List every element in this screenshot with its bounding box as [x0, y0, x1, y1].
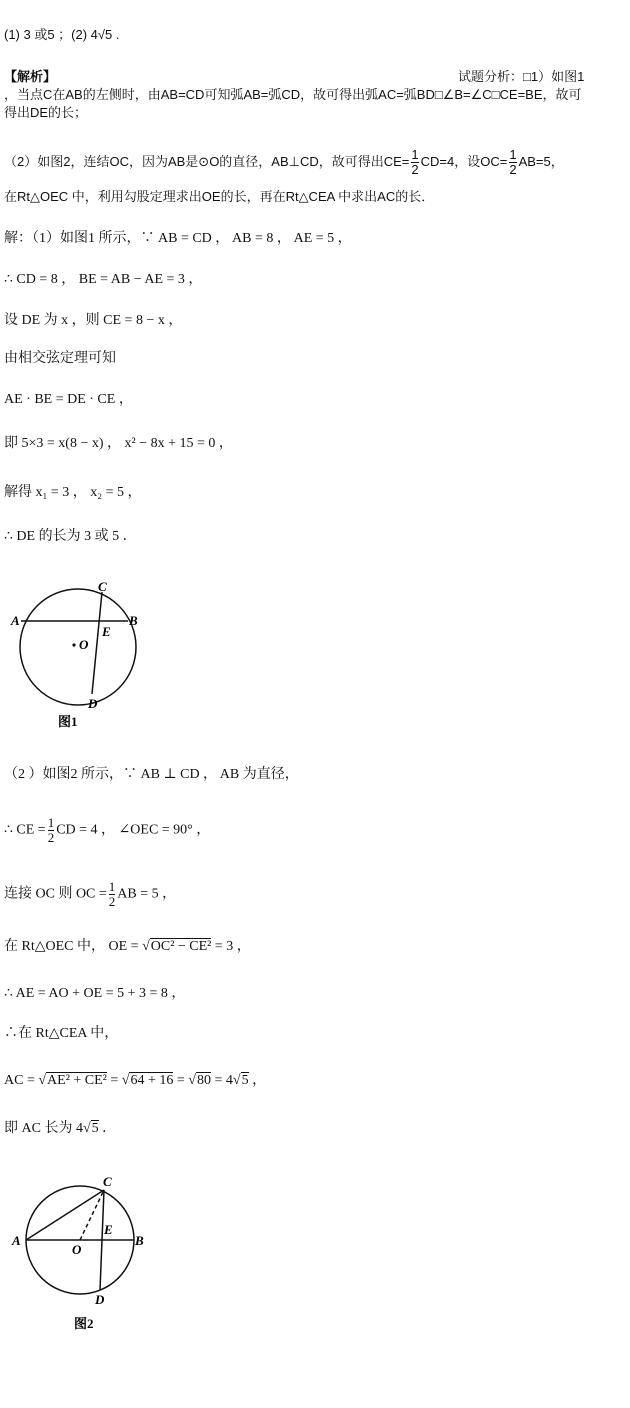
- fig2-label-c: C: [103, 1174, 112, 1189]
- fig1-label-b: B: [129, 613, 138, 628]
- fig1-center-dot: [72, 643, 75, 646]
- figure-1: [8, 575, 148, 735]
- solution2-line-8: 即 AC 长为 4√5 ．: [4, 1121, 117, 1136]
- radicand: 5: [91, 1121, 99, 1136]
- analysis-part1-line2: 得出DE的长；: [4, 105, 88, 120]
- fraction-numerator: 1: [108, 879, 116, 894]
- fraction-denominator: 2: [509, 162, 517, 177]
- solution-line-3: 设 DE 为 x ，则 CE = 8 − x ，: [4, 313, 183, 328]
- solution2-text: ．: [102, 1121, 117, 1136]
- fraction-half: [509, 148, 516, 177]
- fig1-label-e: E: [102, 624, 111, 639]
- solution2-line-7: AC = √AE² + CE² = √64 + 16 = √80 = 4√5 ，: [4, 1073, 267, 1088]
- fig1-caption: 图1: [58, 714, 78, 729]
- fig1-label-o: O: [79, 637, 89, 652]
- fraction-numerator: 1: [411, 147, 419, 162]
- solution2-text: =: [110, 1073, 119, 1088]
- fraction-denominator: 2: [108, 894, 116, 909]
- fig1-label-d: D: [88, 696, 98, 711]
- analysis-part2-tail: CD=4，设OC=: [420, 153, 508, 169]
- fig1-circle: [20, 589, 136, 705]
- radicand: OC² − CE²: [150, 939, 212, 954]
- fig2-label-o: O: [72, 1242, 82, 1257]
- solution-line-5: AE · BE = DE · CE ，: [4, 392, 133, 407]
- analysis-part1-line1: ，当点C在AB的左侧时，由AB=CD可知弧AB=弧CD，故可得出弧AC=弧BD□∠B=∠C□CE=BE，故可: [4, 87, 582, 102]
- analysis-part2-tail2: AB=5，: [518, 153, 564, 169]
- solution-line-4: 由相交弦定理可知: [4, 351, 116, 366]
- radicand: 64 + 16: [130, 1073, 174, 1088]
- analysis-part2-line1: [4, 148, 564, 177]
- radicand: AE² + CE²: [47, 1073, 107, 1088]
- solution2-text: AC =: [4, 1073, 35, 1088]
- fraction-numerator: 1: [509, 147, 517, 162]
- solution2-line-4: 在 Rt△OEC 中， OE = √OC² − CE² = 3 ，: [4, 939, 251, 954]
- solution-line-6: 即 5×3 = x(8 − x) ， x² − 8x + 15 = 0 ，: [4, 436, 233, 451]
- solution2-line-2: [4, 816, 210, 845]
- solution2-line-1: （2 ）如图2 所示，∵ AB ⊥ CD ， AB 为直径，: [4, 767, 299, 782]
- analysis-part2-line2: 在Rt△OEC 中，利用勾股定理求出OE的长，再在Rt△CEA 中求出AC的长．: [4, 189, 435, 204]
- analysis-part2-text: （2）如图2，连结OC，因为AB是⊙O的直径，AB⊥CD，故可得出CE=: [4, 153, 410, 169]
- solution2-line-6: ∴在 Rt△CEA 中，: [4, 1026, 119, 1041]
- fraction-denominator: 2: [411, 162, 419, 177]
- fraction-half: [109, 880, 116, 909]
- fraction-numerator: 1: [47, 815, 55, 830]
- fig1-label-a: A: [11, 613, 20, 628]
- analysis-intro: 试题分析：□1）如图1: [458, 69, 585, 84]
- solution-line-1: 解：（1）如图1 所示，∵ AB = CD ， AB = 8 ， AE = 5 ，: [4, 231, 352, 246]
- solution2-text: =: [176, 1073, 185, 1088]
- fig1-label-c: C: [98, 579, 107, 594]
- solution2-text: = 3 ，: [214, 939, 251, 954]
- solution2-line-3: [4, 880, 176, 909]
- solution2-text: CD = 4 ， ∠OEC = 90° ，: [56, 822, 211, 838]
- radicand: 80: [196, 1073, 211, 1088]
- solution2-text: ∴ CE =: [4, 822, 46, 838]
- solution2-text: ，: [252, 1073, 267, 1088]
- answer-line: (1) 3 或5 ；(2) 4√5 .: [4, 27, 120, 42]
- analysis-header: 【解析】: [4, 69, 57, 84]
- fig2-caption: 图2: [74, 1316, 94, 1331]
- solution2-line-5: ∴ AE = AO + OE = 5 + 3 = 8 ，: [4, 986, 186, 1001]
- solution-line-8: ∴ DE 的长为 3 或 5 ．: [4, 529, 137, 544]
- solution2-text: AB = 5 ，: [117, 886, 177, 902]
- solution2-text: 即 AC 长为 4: [4, 1121, 83, 1136]
- fig2-label-b: B: [135, 1233, 144, 1248]
- radicand: 5: [241, 1073, 249, 1088]
- figure-2: [8, 1168, 168, 1338]
- fig2-chord-ac: [26, 1190, 104, 1240]
- fig2-label-e: E: [104, 1222, 113, 1237]
- fig2-label-a: A: [12, 1233, 21, 1248]
- fraction-denominator: 2: [47, 830, 55, 845]
- fig1-chord-cd: [92, 592, 102, 694]
- fraction-half: [411, 148, 418, 177]
- solution2-text: 在 Rt△OEC 中， OE =: [4, 939, 139, 954]
- solution-line-7: 解得 x₁ = 3 ， x₂ = 5 ，: [4, 485, 142, 500]
- solution2-text: = 4: [214, 1073, 233, 1088]
- fraction-half: [48, 816, 55, 845]
- solution-line-2: ∴ CD = 8 ， BE = AB − AE = 3 ，: [4, 272, 203, 287]
- fig2-label-d: D: [95, 1292, 105, 1307]
- solution2-text: 连接 OC 则 OC =: [4, 886, 107, 902]
